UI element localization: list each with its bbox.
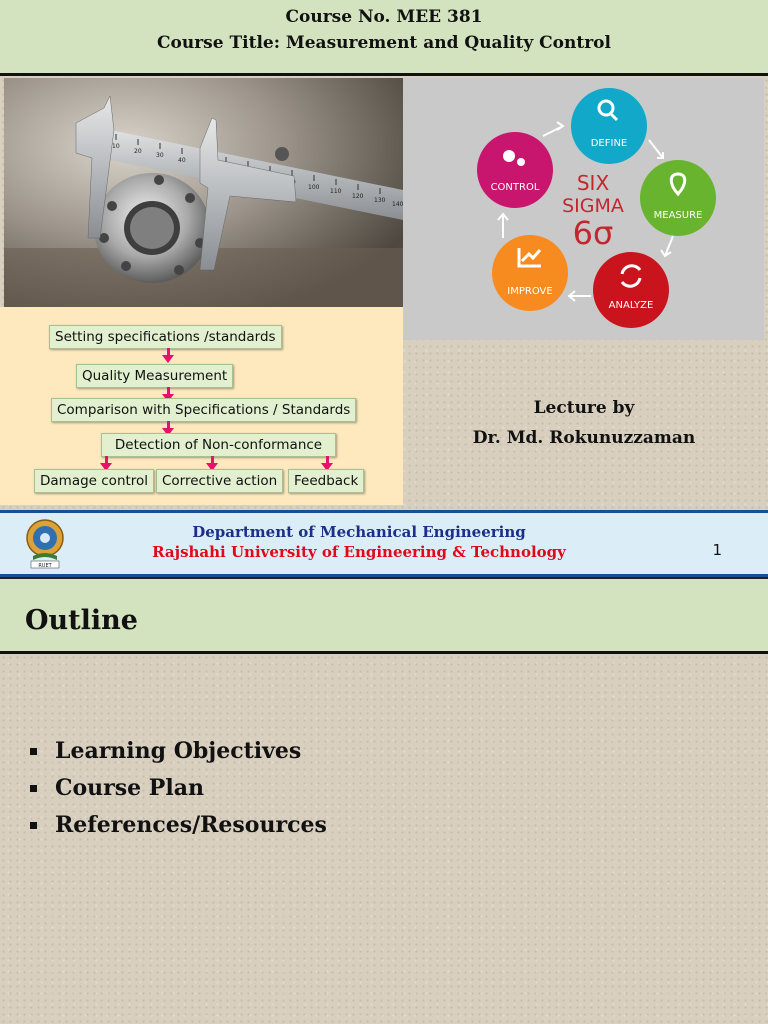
- outline-header: [0, 577, 768, 654]
- step-label: CONTROL: [490, 182, 540, 193]
- caliper-illustration: [4, 78, 403, 307]
- lecture-by-label: Lecture by: [533, 398, 635, 418]
- six-sigma-cycle: [403, 78, 764, 340]
- step-define: [571, 88, 647, 164]
- step-control: [477, 132, 553, 208]
- bullet-icon: [30, 822, 37, 829]
- page-number: 1: [712, 541, 722, 559]
- caliper-screw: [275, 147, 289, 161]
- flow-outcome-damage-control: Damage control: [34, 469, 154, 493]
- outline-item: [30, 733, 327, 770]
- scale-label: 130: [374, 197, 386, 204]
- step-label: IMPROVE: [507, 286, 553, 297]
- department-name: Department of Mechanical Engineering: [192, 523, 526, 541]
- lecturer-info: [404, 393, 764, 453]
- flow-step-measurement: Quality Measurement: [76, 364, 233, 388]
- outline-title: Outline: [25, 605, 138, 636]
- outline-item: [30, 807, 327, 844]
- outline-item-text: References/Resources: [55, 812, 327, 838]
- six-sigma-text-six: SIX: [576, 171, 610, 195]
- six-sigma-graphic: [403, 78, 764, 340]
- scale-label: 100: [308, 184, 320, 191]
- step-measure: [640, 160, 716, 236]
- outline-item-text: Course Plan: [55, 775, 204, 801]
- flow-step-comparison: Comparison with Specifications / Standards: [51, 398, 356, 422]
- bullet-icon: [30, 785, 37, 792]
- scale-label: 140: [392, 201, 403, 208]
- flow-outcome-corrective-action: Corrective action: [156, 469, 283, 493]
- step-label: ANALYZE: [608, 300, 654, 311]
- six-sigma-symbol: 6σ: [572, 214, 614, 252]
- department-footer: [0, 510, 768, 577]
- scale-label: 110: [330, 188, 342, 195]
- flow-outcome-feedback: Feedback: [288, 469, 364, 493]
- scale-label: 120: [352, 193, 364, 200]
- university-name: Rajshahi University of Engineering & Technology: [152, 543, 566, 561]
- step-analyze: [593, 252, 669, 328]
- quality-flow-diagram: [0, 307, 403, 505]
- outline-item: [30, 770, 327, 807]
- logo-text: RUET: [38, 563, 52, 569]
- flow-step-detection: Detection of Non-conformance: [101, 433, 336, 457]
- step-label: DEFINE: [590, 138, 628, 149]
- course-header: [0, 0, 768, 76]
- outline-slide: [0, 577, 768, 1024]
- caliper-photo: [4, 78, 403, 307]
- scale-label: 10: [112, 143, 120, 150]
- outline-item-text: Learning Objectives: [55, 738, 302, 764]
- scale-label: 30: [156, 152, 164, 159]
- scale-label: 20: [134, 148, 142, 155]
- six-sigma-text-sigma: SIGMA: [562, 195, 624, 217]
- outline-list: [30, 733, 327, 844]
- course-number: Course No. MEE 381: [285, 7, 483, 27]
- step-label: MEASURE: [653, 210, 703, 221]
- bullet-icon: [30, 748, 37, 755]
- scale-label: 40: [178, 157, 186, 164]
- flow-step-specifications: Setting specifications /standards: [49, 325, 282, 349]
- course-title: Course Title: Measurement and Quality Control: [157, 33, 611, 53]
- step-improve: [492, 235, 568, 311]
- lecturer-name: Dr. Md. Rokunuzzaman: [472, 428, 696, 448]
